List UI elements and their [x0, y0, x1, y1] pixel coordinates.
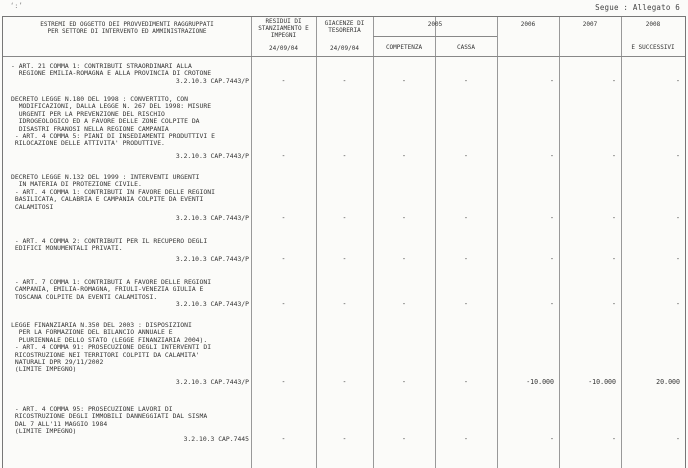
row-chapter-code: 3.2.10.3 CAP.7443/P	[175, 77, 249, 85]
cell-residui: -	[281, 152, 286, 160]
row-chapter-code: 3.2.10.3 CAP.7443/P	[175, 378, 249, 386]
cell-2006: -	[550, 435, 554, 443]
cell-2007: -	[612, 300, 616, 308]
cell-residui: -	[281, 77, 286, 85]
segue-allegato-label: Segue : Allegato 6	[595, 3, 680, 12]
cell-residui: -	[281, 378, 286, 386]
header-year-2006: 2006	[520, 21, 536, 28]
cell-2008: 20.000	[656, 378, 680, 386]
row-description: - ART. 4 COMMA 95: PROSECUZIONE LAVORI DI RICOSTRUZIONE DEGLI IMMOBILI DANNEGGIATI DAL SISMA DAL 7 ALL'11 MAGGIO 1984 (LIMITE IMPEGNO)	[14, 405, 208, 436]
cell-2006: -	[550, 255, 554, 263]
cell-cassa: -	[464, 255, 468, 263]
cell-competenza: -	[402, 152, 406, 160]
cell-2008: -	[676, 300, 680, 308]
cell-competenza: -	[402, 77, 406, 85]
header-cassa: CASSA	[456, 44, 476, 51]
cell-2006: -	[550, 214, 554, 222]
cell-2007: -	[612, 214, 616, 222]
cell-giacenze: -	[342, 300, 347, 308]
cell-residui: -	[281, 255, 286, 263]
header-successivi: E SUCCESSIVI	[631, 44, 675, 51]
header-bottom-border	[3, 56, 685, 57]
row-description: - ART. 21 COMMA 1: CONTRIBUTI STRAORDINARI ALLA REGIONE EMILIA-ROMAGNA E ALLA PROVINCIA DI CROTONE	[11, 62, 212, 78]
cell-competenza: -	[402, 214, 406, 222]
row-chapter-code: 3.2.10.3 CAP.7443/P	[175, 300, 249, 308]
row-chapter-code: 3.2.10.3 CAP.7443/P	[175, 255, 249, 263]
cell-cassa: -	[464, 435, 468, 443]
row-description: - ART. 7 COMMA 1: CONTRIBUTI A FAVORE DELLE REGIONI CAMPANIA, EMILIA-ROMAGNA, FRIULI-VENEZIA GIULIA E TOSCANA COLPITE DA EVENTI CALAMITOSI.	[14, 278, 212, 301]
header-competenza: COMPETENZA	[385, 44, 423, 51]
row-chapter-code: 3.2.10.3 CAP.7443/P	[175, 214, 249, 222]
cell-residui: -	[281, 300, 286, 308]
cell-cassa: -	[464, 214, 468, 222]
header-residui-date: 24/09/04	[269, 45, 298, 52]
cell-giacenze: -	[342, 152, 347, 160]
header-residui: RESIDUI DI STANZIAMENTO E IMPEGNI	[258, 18, 309, 39]
header-description: ESTREMI ED OGGETTO DEI PROVVEDIMENTI RAGGRUPPATI PER SETTORE DI INTERVENTO ED AMMINISTRAZIONE	[40, 21, 214, 35]
cell-giacenze: -	[342, 378, 347, 386]
cell-cassa: -	[464, 300, 468, 308]
cell-giacenze: -	[342, 255, 347, 263]
cell-giacenze: -	[342, 435, 347, 443]
cell-2006: -10.000	[526, 378, 554, 386]
cell-competenza: -	[402, 300, 406, 308]
cell-cassa: -	[464, 77, 468, 85]
cell-2006: -	[550, 77, 554, 85]
row-description: DECRETO LEGGE N.132 DEL 1999 : INTERVENTI URGENTI IN MATERIA DI PROTEZIONE CIVILE. - ART. 4 COMMA 1: CONTRIBUTI IN FAVORE DELLE REGIONI BASILICATA, CALABRIA E CAMPANIA COLPITE DA EVENTI CALAMITOSI	[11, 173, 215, 211]
header-giacenze: GIACENZE DI TESORERIA	[324, 20, 365, 34]
cell-2008: -	[676, 435, 680, 443]
cell-giacenze: -	[342, 77, 347, 85]
cell-residui: -	[281, 214, 286, 222]
row-chapter-code: 3.2.10.3 CAP.7443/P	[175, 152, 249, 160]
scan-speck: ‘:’	[10, 2, 23, 10]
cell-cassa: -	[464, 378, 468, 386]
row-description: DECRETO LEGGE N.180 DEL 1998 : CONVERTITO, CON MODIFICAZIONI, DALLA LEGGE N. 267 DEL 1998: MISURE URGENTI PER LA PREVENZIONE DEL RISCHIO IDROGEOLOGICO ED A FAVORE DELLE ZONE COLPITE DA DISASTRI FRANOSI NELLA REGIONE CAMPANIA - ART. 4 COMMA 5: PIANI DI INSEDIAMENTI PRODUTTIVI E RILOCAZIONE DELLE ATTIVITA' PRODUTTIVE.	[11, 95, 215, 148]
cell-competenza: -	[402, 378, 406, 386]
header-year-2008: 2008	[645, 21, 661, 28]
row-chapter-code: 3.2.10.3 CAP.7445	[183, 435, 249, 443]
cell-2007: -	[612, 152, 616, 160]
cell-residui: -	[281, 435, 286, 443]
header-subdivider	[373, 36, 497, 37]
header-year-2005: 2005	[427, 21, 443, 28]
header-giacenze-date: 24/09/04	[330, 45, 359, 52]
cell-2008: -	[676, 152, 680, 160]
cell-2007: -	[612, 77, 616, 85]
cell-2008: -	[676, 77, 680, 85]
budget-table	[2, 16, 686, 468]
cell-2006: -	[550, 152, 554, 160]
cell-2008: -	[676, 255, 680, 263]
cell-giacenze: -	[342, 214, 347, 222]
cell-cassa: -	[464, 152, 468, 160]
cell-competenza: -	[402, 255, 406, 263]
cell-2006: -	[550, 300, 554, 308]
cell-competenza: -	[402, 435, 406, 443]
header-year-2007: 2007	[582, 21, 598, 28]
cell-2007: -	[612, 255, 616, 263]
cell-2008: -	[676, 214, 680, 222]
cell-2007: -10.000	[588, 378, 616, 386]
cell-2007: -	[612, 435, 616, 443]
row-description: LEGGE FINANZIARIA N.350 DEL 2003 : DISPOSIZIONI PER LA FORMAZIONE DEL BILANCIO ANNUALE E PLURIENNALE DELLO STATO (LEGGE FINANZIARIA 2004). - ART. 4 COMMA 91: PROSECUZIONE DEGLI INTERVENTI DI RICOSTRUZIONE NEI TERRITORI COLPITI DA CALAMITA' NATURALI DPR 29/11/2002 (LIMITE IMPEGNO)	[11, 321, 212, 374]
row-description: - ART. 4 COMMA 2: CONTRIBUTI PER IL RECUPERO DEGLI EDIFICI MONUMENTALI PRIVATI.	[14, 237, 208, 253]
